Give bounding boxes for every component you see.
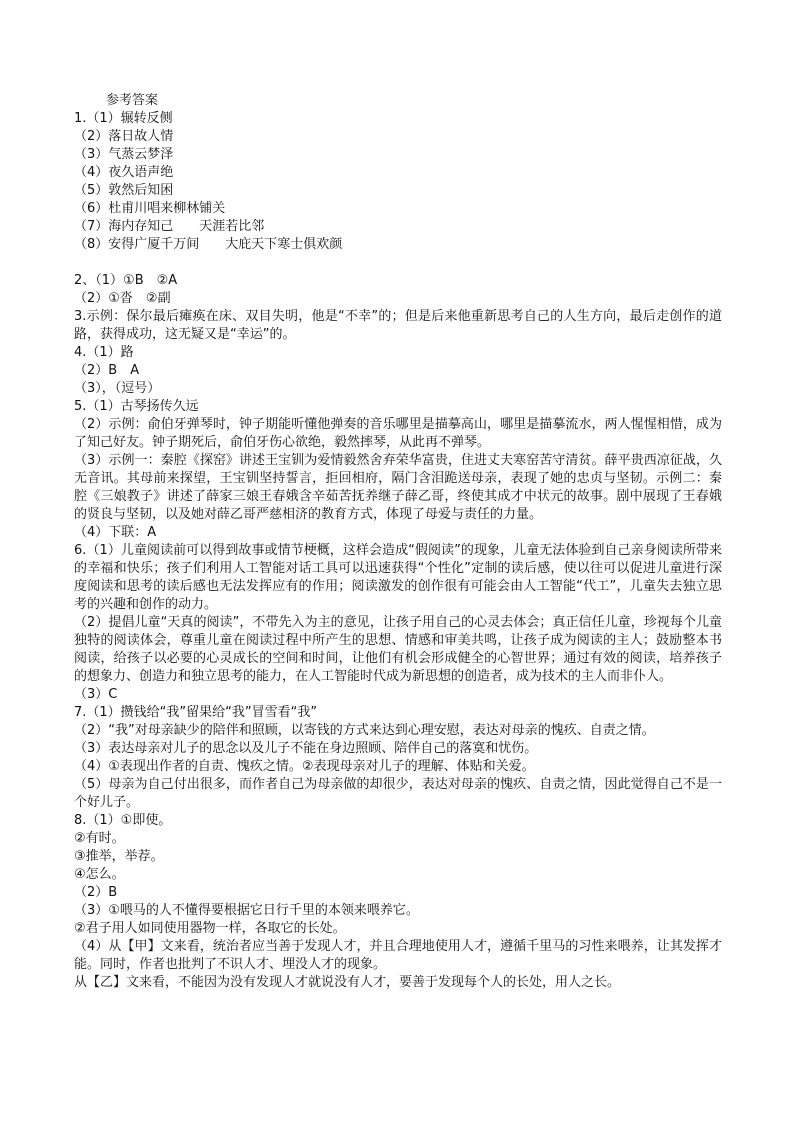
answer-line: ②君子用人如同使用器物一样，各取它的长处。 [74,921,346,936]
answer-line: 6.（1）儿童阅读前可以得到故事或情节梗概，这样会造成“假阅读”的现象，儿童无法体验到自己亲身阅读所带来的幸福和快乐；孩子们利用人工智能对话工具可以迅速获得“个性化”定制的读后感，使以往可以促进儿童进行深度阅读和思考的读后感也无法发挥应有的作用；阅读激发的创作很有可能会由人工智能“代工”，儿童失去独立思考的兴趣和创作的动力。 [74,543,722,612]
answer-line: （4）①表现出作者的自责、愧疚之情。②表现母亲对儿子的理解、体贴和关爱。 [74,759,535,774]
answer-line: 1.（1）辗转反侧 [74,111,173,126]
answer-line: 2、（1）①B ②A [74,273,178,288]
answer-line: （2）提倡儿童“天真的阅读”，不带先入为主的意见，让孩子用自己的心灵去体会；真正信任儿童，珍视每个儿童独特的阅读体会，尊重儿童在阅读过程中所产生的思想、情感和审美共鸣，让孩子成为阅读的主人；鼓励整本书阅读，给孩子以必要的心灵成长的空间和时间，让他们有机会形成健全的心智世界；通过有效的阅读，培养孩子的想象力、创造力和独立思考的能力，在人工智能时代成为新思想的创造者，成为技术的主人而非仆人。 [74,615,722,684]
answer-line: （3）C [74,687,118,702]
answer-line: （2）落日故人情 [74,129,174,144]
answer-line: 7.（1）攒钱给“我”留果给“我”冒雪看“我” [74,705,318,720]
answer-line: （5）母亲为自己付出很多，而作者自己为母亲做的却很少，表达对母亲的愧疚、自责之情，因此觉得自己不是一个好儿子。 [74,777,722,810]
answer-document [74,92,722,992]
answer-line: （4）夜久语声绝 [74,165,174,180]
answer-line: （7）海内存知己 天涯若比邻 [74,219,265,234]
answer-line: （2）“我”对母亲缺少的陪伴和照顾，以寄钱的方式来达到心理安慰，表达对母亲的愧疚、自责之情。 [74,723,655,738]
answer-line: （2）B [74,885,118,900]
answer-line: （3）表达母亲对儿子的思念以及儿子不能在身边照顾、陪伴自己的落寞和忧伤。 [74,741,538,756]
answer-line: （4）下联：A [74,525,157,540]
page-title: 参考答案 [106,93,159,108]
answer-line: （3）①喂马的人不懂得要根据它日行千里的本领来喂养它。 [74,903,419,918]
answer-line: （3）示例一：秦腔《探窑》讲述王宝钏为爱情毅然舍弃荣华富贵，住进丈夫寒窑苦守清贫。薛平贵西凉征战，久无音讯。其母前来探望，王宝钏坚持誓言，拒回相府，隔门含泪跪送母亲，表现了她的忠贞与坚韧。示例二：秦腔《三娘教子》讲述了薛家三娘王春娥含辛茹苦抚养继子薛乙哥，终使其成才中状元的故事。剧中展现了王春娥的贤良与坚韧，以及她对薛乙哥严慈相济的教育方式，体现了母爱与责任的力量。 [74,453,722,522]
answer-line: （4）从【甲】文来看，统治者应当善于发现人才，并且合理地使用人才，遵循千里马的习性来喂养，让其发挥才能。同时，作者也批判了不识人才、埋没人才的现象。 [74,939,722,972]
answer-line: ②有时。 [74,831,125,846]
answer-line: 8.（1）①即使。 [74,813,172,828]
answer-line: （8）安得广厦千万间 大庇天下寒士俱欢颜 [74,237,343,252]
answer-line: （2）示例：俞伯牙弹琴时，钟子期能听懂他弹奏的音乐哪里是描摹高山，哪里是描摹流水，两人惺惺相惜，成为了知己好友。钟子期死后，俞伯牙伤心欲绝，毅然摔琴，从此再不弹琴。 [74,417,722,450]
answer-line: （3），（逗号） [74,381,161,396]
answer-list [74,110,722,992]
answer-line: （3）气蒸云梦泽 [74,147,174,162]
answer-line: 5.（1）古琴扬传久远 [74,399,199,414]
answer-line: ④怎么。 [74,867,125,882]
answer-line: （2）B A [74,363,140,378]
answer-line: 3.示例：保尔最后瘫痪在床、双目失明，他是“不幸”的；但是后来他重新思考自己的人生方向，最后走创作的道路，获得成功，这无疑又是“幸运”的。 [74,309,722,342]
blank-line [74,254,722,272]
answer-line: 从【乙】文来看，不能因为没有发现人才就说没有人才，要善于发现每个人的长处，用人之长。 [74,975,621,990]
answer-line: ③推举，举荐。 [74,849,164,864]
answer-line: （6）杜甫川唱来柳林铺关 [74,201,226,216]
answer-line: 4.（1）路 [74,345,134,360]
answer-line: （2）①沓 ②副 [74,291,171,306]
answer-line: （5）敦然后知困 [74,183,174,198]
